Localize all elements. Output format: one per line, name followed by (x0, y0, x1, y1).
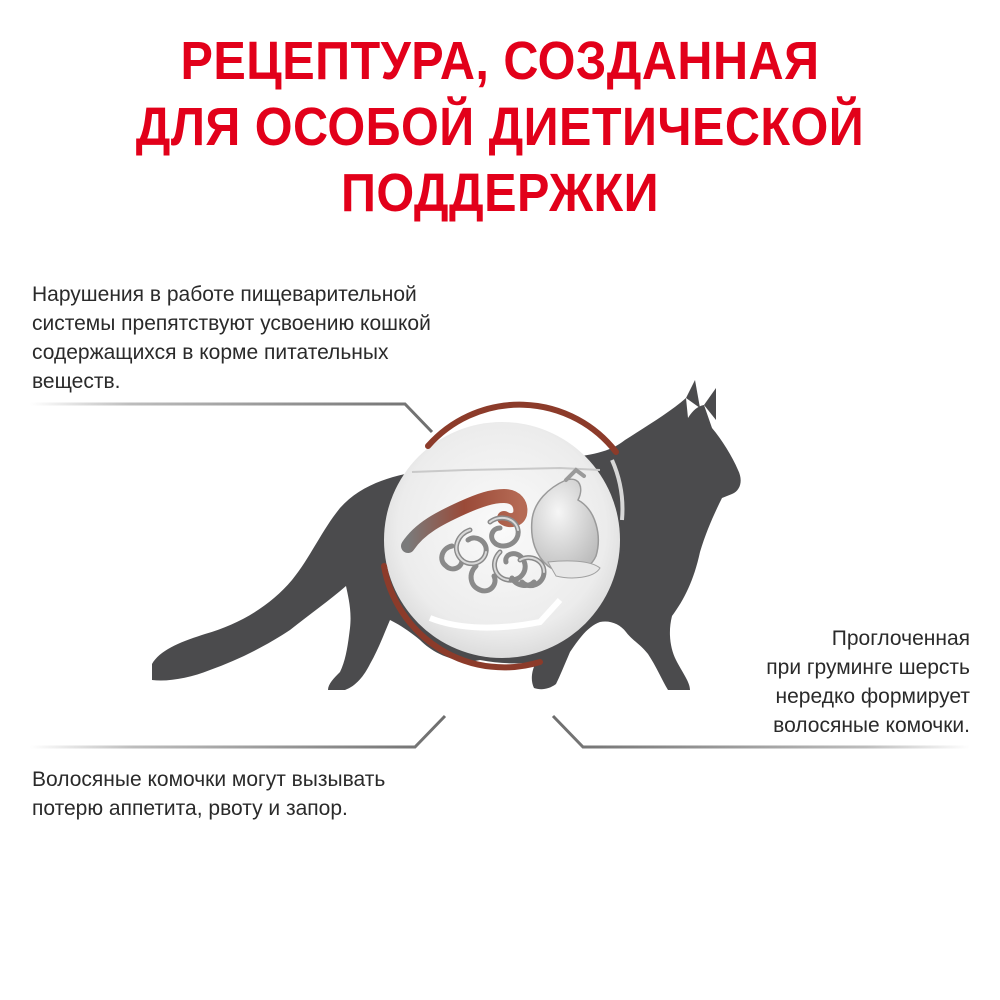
digestive-note-line-1: Нарушения в работе пищеварительной (32, 283, 417, 306)
digestive-note-line-4: веществ. (32, 370, 121, 393)
hairballs-note-line-1: Волосяные комочки могут вызывать (32, 768, 386, 791)
grooming-note-line-3: нередко формирует (775, 685, 970, 708)
callout-line-bottom-left (30, 716, 445, 747)
headline-line-3: ПОДДЕРЖКИ (340, 163, 660, 223)
headline-line-1: РЕЦЕПТУРА, СОЗДАННАЯ (180, 31, 820, 91)
grooming-note-line-4: волосяные комочки. (773, 714, 970, 737)
digestive-note-line-3: содержащихся в корме питательных (32, 341, 389, 364)
hairballs-note (32, 765, 385, 823)
digestive-note-line-2: системы препятствуют усвоению кошкой (32, 312, 431, 335)
hairballs-note-line-2: потерю аппетита, рвоту и запор. (32, 797, 348, 820)
grooming-note (766, 624, 970, 740)
headline-line-2: ДЛЯ ОСОБОЙ ДИЕТИЧЕСКОЙ (135, 97, 865, 157)
callout-line-top (30, 404, 432, 432)
grooming-note-line-2: при груминге шерсть (766, 656, 970, 679)
grooming-note-line-1: Проглоченная (831, 627, 970, 650)
